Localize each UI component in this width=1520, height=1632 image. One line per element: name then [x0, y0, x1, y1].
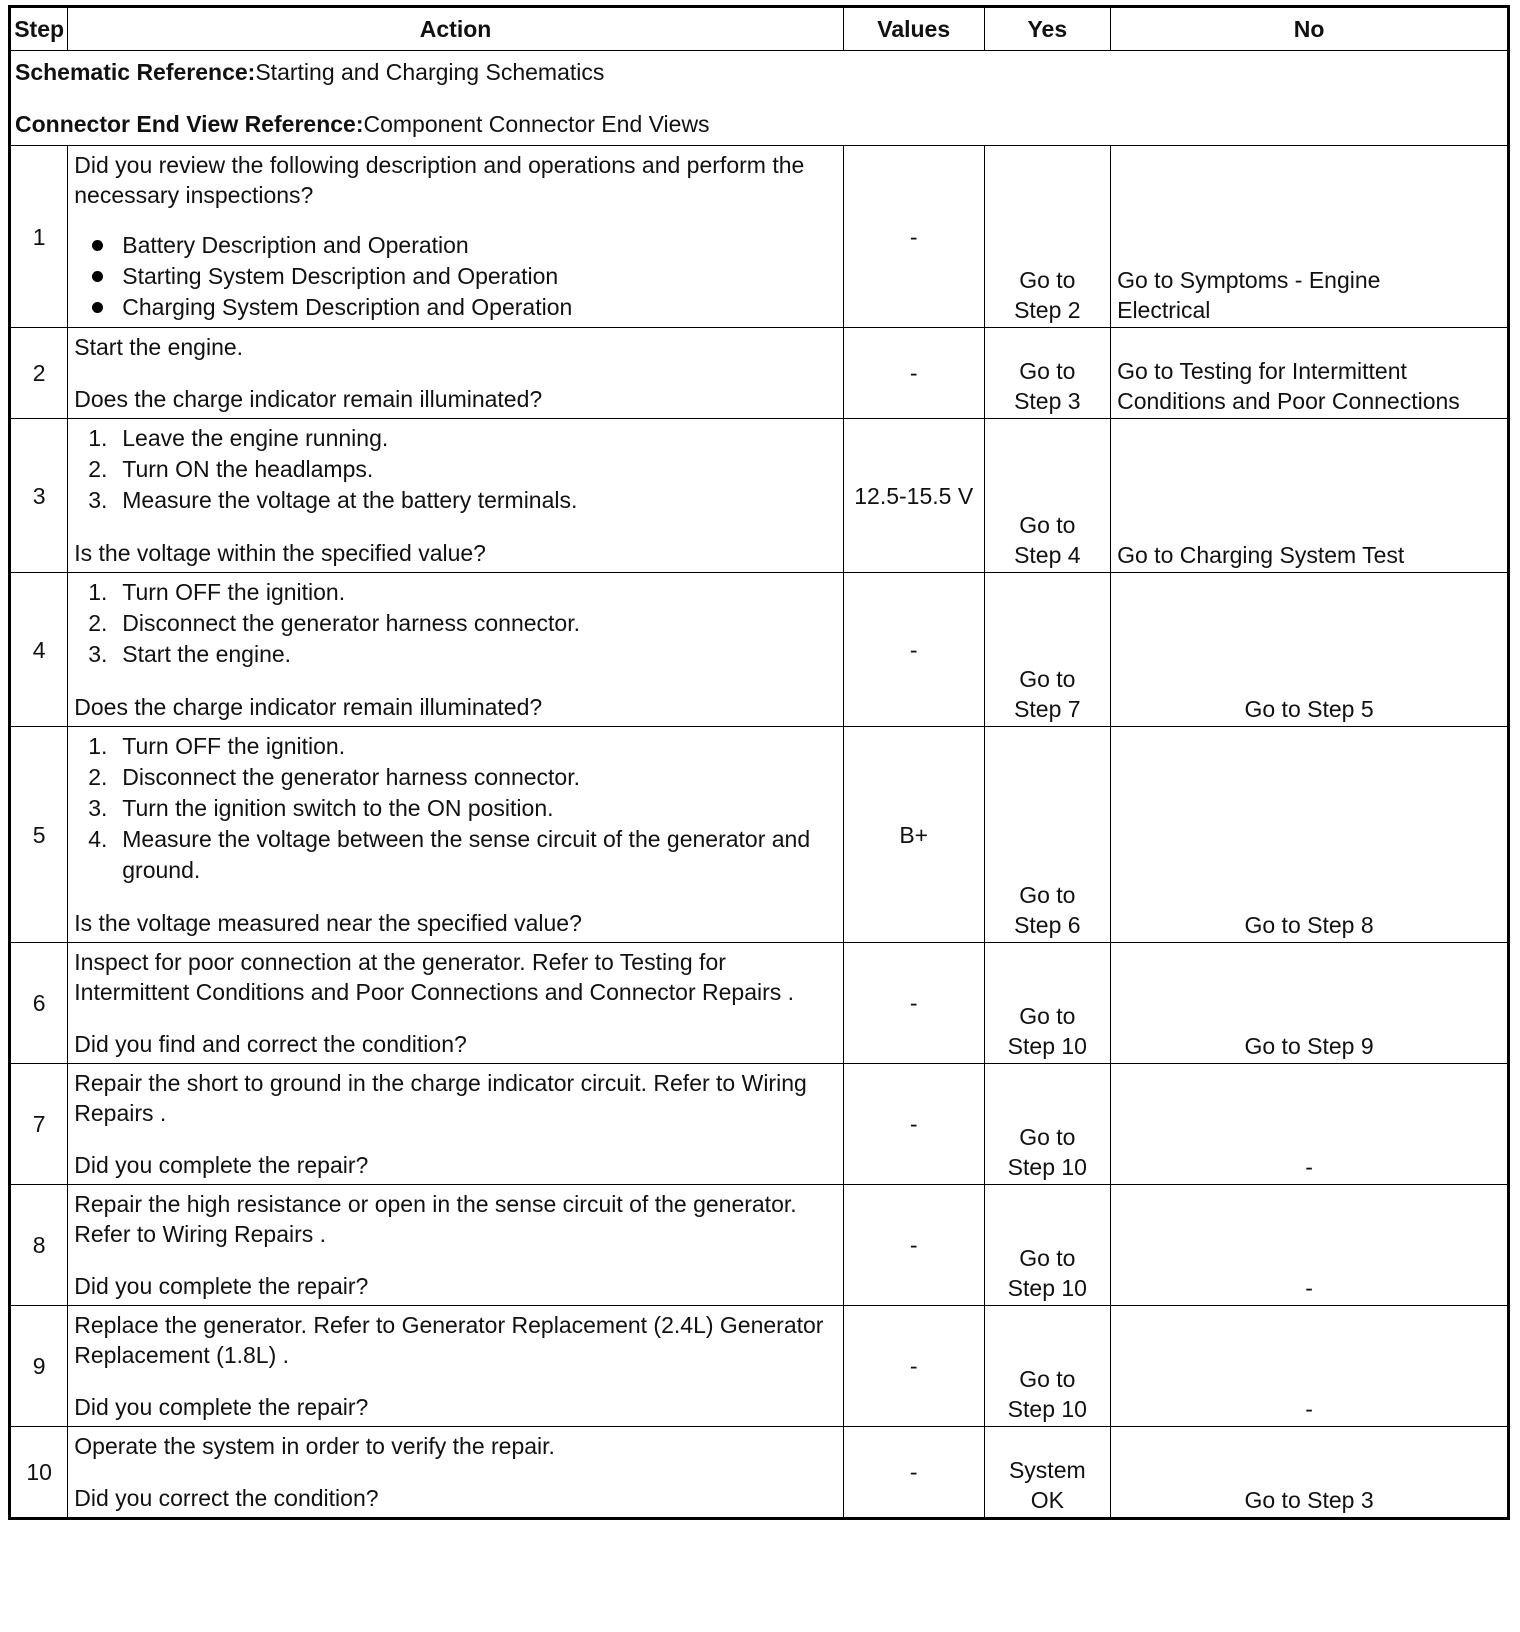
action-cell — [68, 573, 844, 727]
value-cell: - — [843, 328, 984, 419]
connector-reference-value: Component Connector End Views — [363, 111, 710, 137]
list-item: 3. Start the engine. — [88, 641, 292, 667]
numbered-list — [74, 423, 837, 516]
action-question: Did you complete the repair? — [74, 1273, 369, 1299]
step-number: 3 — [10, 419, 68, 573]
no-cell: Go to Step 8 — [1111, 727, 1509, 943]
list-item: 3. Measure the voltage at the battery terminals. — [88, 487, 578, 513]
action-question: Did you find and correct the condition? — [74, 1031, 467, 1057]
value-cell: - — [843, 1306, 984, 1427]
reference-cell — [10, 51, 1509, 146]
step-number: 1 — [10, 146, 68, 328]
header-values: Values — [843, 7, 984, 51]
step-number: 7 — [10, 1064, 68, 1185]
bullet-icon — [92, 302, 103, 313]
header-step: Step — [10, 7, 68, 51]
list-item: 1. Turn OFF the ignition. — [88, 733, 346, 759]
connector-reference — [15, 109, 1503, 139]
bullet-list — [74, 230, 837, 323]
no-cell: Go to Step 9 — [1111, 943, 1509, 1064]
action-text: Repair the short to ground in the charge indicator circuit. Refer to Wiring Repairs . — [74, 1070, 807, 1126]
header-row — [10, 7, 1509, 51]
action-cell — [68, 328, 844, 419]
action-question: Did you complete the repair? — [74, 1152, 369, 1178]
action-cell — [68, 1427, 844, 1519]
yes-cell: Go to Step 3 — [984, 328, 1111, 419]
no-cell: - — [1111, 1185, 1509, 1306]
table-row — [10, 1064, 1509, 1185]
action-text: Repair the high resistance or open in the sense circuit of the generator. Refer to Wiring Repairs . — [74, 1191, 797, 1247]
step-number: 9 — [10, 1306, 68, 1427]
step-number: 5 — [10, 727, 68, 943]
schematic-reference-value: Starting and Charging Schematics — [255, 59, 605, 85]
action-text: Operate the system in order to verify the repair. — [74, 1433, 555, 1459]
value-cell: B+ — [843, 727, 984, 943]
list-item: 2. Turn ON the headlamps. — [88, 456, 374, 482]
action-question: Did you correct the condition? — [74, 1485, 379, 1511]
step-number: 4 — [10, 573, 68, 727]
action-question: Does the charge indicator remain illuminated? — [74, 386, 543, 412]
table-row — [10, 727, 1509, 943]
action-text: Did you review the following description and operations and perform the necessary inspections? — [74, 152, 805, 208]
action-question: Did you complete the repair? — [74, 1394, 369, 1420]
yes-cell: System OK — [984, 1427, 1111, 1519]
list-item: 2. Disconnect the generator harness connector. — [88, 764, 580, 790]
list-item: Battery Description and Operation — [74, 230, 837, 261]
value-cell: - — [843, 1185, 984, 1306]
header-yes: Yes — [984, 7, 1111, 51]
step-number: 6 — [10, 943, 68, 1064]
value-cell: - — [843, 1064, 984, 1185]
table-row — [10, 419, 1509, 573]
action-cell — [68, 146, 844, 328]
yes-cell: Go to Step 2 — [984, 146, 1111, 328]
yes-cell: Go to Step 10 — [984, 1185, 1111, 1306]
yes-cell: Go to Step 4 — [984, 419, 1111, 573]
no-cell: Go to Step 3 — [1111, 1427, 1509, 1519]
list-item: 4. Measure the voltage between the sense circuit of the generator and ground. — [88, 826, 811, 883]
yes-cell: Go to Step 10 — [984, 1306, 1111, 1427]
action-cell — [68, 1306, 844, 1427]
header-no: No — [1111, 7, 1509, 51]
reference-row — [10, 51, 1509, 146]
action-question: Is the voltage within the specified value? — [74, 540, 486, 566]
no-cell: Go to Symptoms - Engine Electrical — [1111, 146, 1509, 328]
action-cell — [68, 727, 844, 943]
no-cell: Go to Charging System Test — [1111, 419, 1509, 573]
list-item: 3. Turn the ignition switch to the ON position. — [88, 795, 554, 821]
step-number: 2 — [10, 328, 68, 419]
step-number: 8 — [10, 1185, 68, 1306]
value-cell: - — [843, 146, 984, 328]
value-cell: - — [843, 943, 984, 1064]
action-question: Is the voltage measured near the specified value? — [74, 910, 582, 936]
yes-cell: Go to Step 6 — [984, 727, 1111, 943]
action-cell — [68, 419, 844, 573]
action-question: Does the charge indicator remain illuminated? — [74, 694, 543, 720]
yes-cell: Go to Step 10 — [984, 1064, 1111, 1185]
table-row — [10, 328, 1509, 419]
table-row — [10, 943, 1509, 1064]
schematic-reference-label: Schematic Reference: — [15, 59, 256, 85]
list-item: 2. Disconnect the generator harness connector. — [88, 610, 580, 636]
yes-cell: Go to Step 7 — [984, 573, 1111, 727]
table-row — [10, 1306, 1509, 1427]
numbered-list — [74, 731, 837, 886]
action-cell — [68, 1185, 844, 1306]
no-cell: Go to Testing for Intermittent Conditions and Poor Connections — [1111, 328, 1509, 419]
table-row — [10, 146, 1509, 328]
action-text: Replace the generator. Refer to Generator Replacement (2.4L) Generator Replacement (1.8L) . — [74, 1312, 824, 1368]
action-text: Start the engine. — [74, 334, 244, 360]
step-number: 10 — [10, 1427, 68, 1519]
schematic-reference — [15, 57, 1503, 87]
bullet-icon — [92, 271, 103, 282]
yes-cell: Go to Step 10 — [984, 943, 1111, 1064]
no-cell: - — [1111, 1064, 1509, 1185]
action-text: Inspect for poor connection at the generator. Refer to Testing for Intermittent Conditions and Poor Connections and Connector Repairs . — [74, 949, 795, 1005]
action-cell — [68, 943, 844, 1064]
list-item: Starting System Description and Operation — [74, 261, 837, 292]
list-item: 1. Leave the engine running. — [88, 425, 389, 451]
value-cell: 12.5-15.5 V — [843, 419, 984, 573]
diagnostic-table — [8, 5, 1510, 1520]
value-cell: - — [843, 573, 984, 727]
table-row — [10, 573, 1509, 727]
table-row — [10, 1185, 1509, 1306]
header-action: Action — [68, 7, 844, 51]
no-cell: - — [1111, 1306, 1509, 1427]
no-cell: Go to Step 5 — [1111, 573, 1509, 727]
bullet-icon — [92, 240, 103, 251]
action-cell — [68, 1064, 844, 1185]
value-cell: - — [843, 1427, 984, 1519]
connector-reference-label: Connector End View Reference: — [15, 111, 364, 137]
numbered-list — [74, 577, 837, 670]
list-item: 1. Turn OFF the ignition. — [88, 579, 346, 605]
table-row — [10, 1427, 1509, 1519]
list-item: Charging System Description and Operation — [74, 292, 837, 323]
